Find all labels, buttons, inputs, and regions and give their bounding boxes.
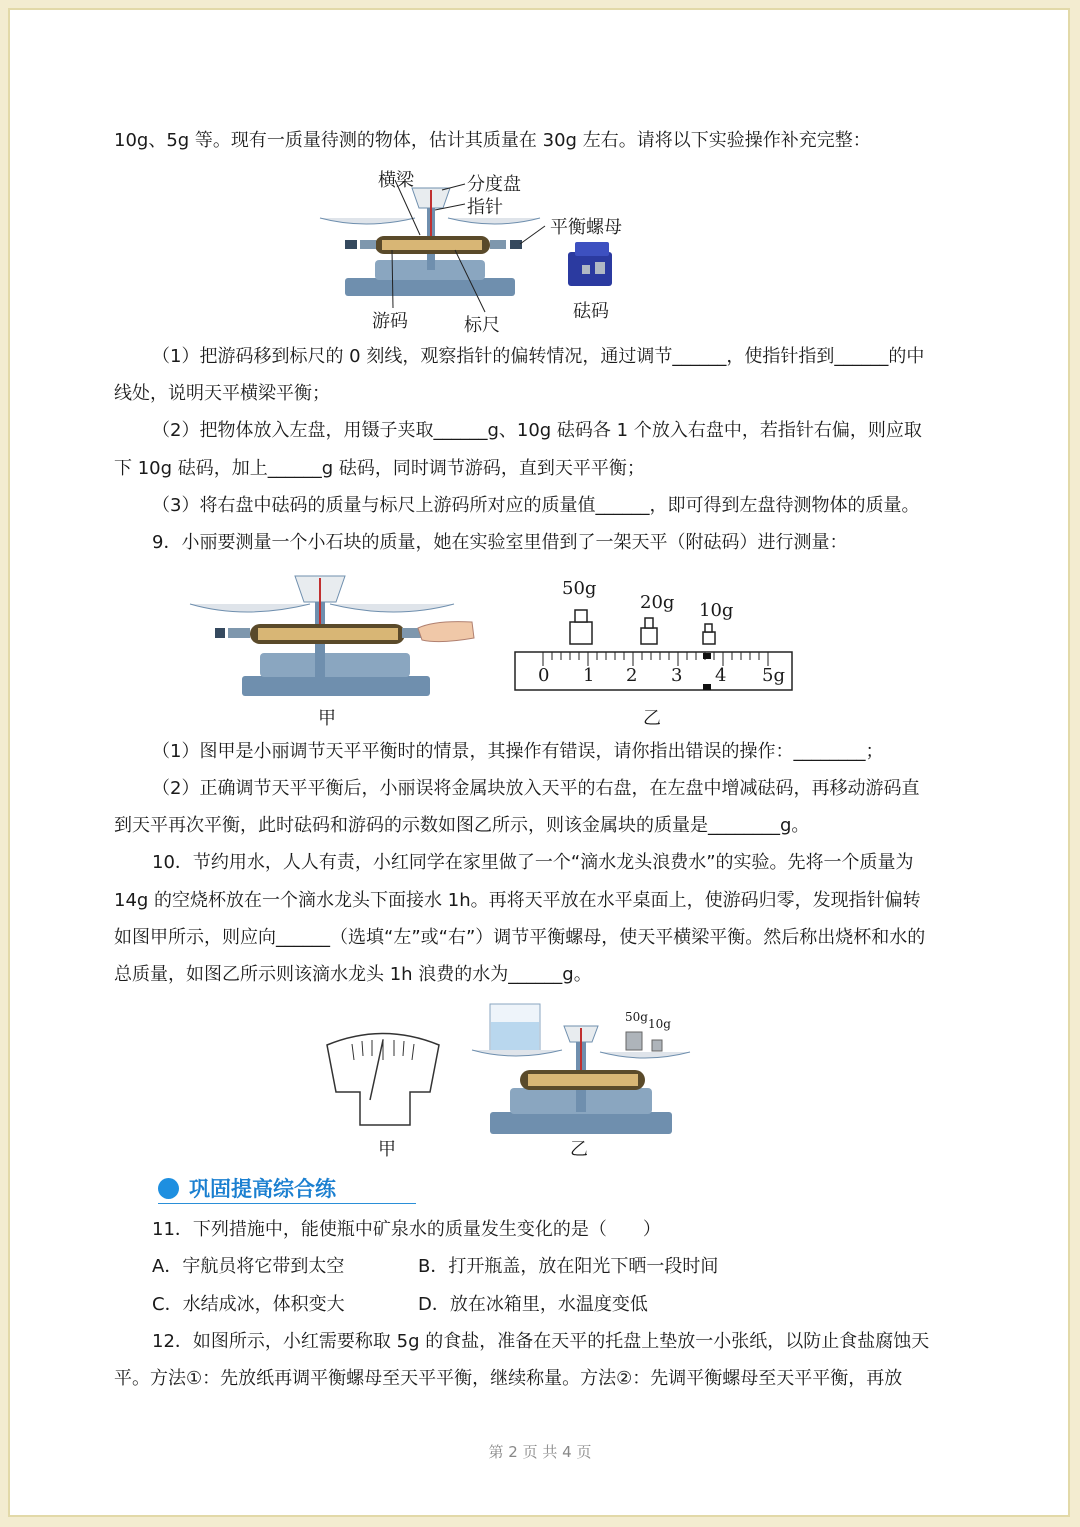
text-line: （3）将右盘中砝码的质量与标尺上游码所对应的质量值______，即可得到左盘待测物体的质量。	[152, 495, 920, 516]
text-line: 9．小丽要测量一个小石块的质量，她在实验室里借到了一架天平（附砝码）进行测量：	[152, 532, 848, 553]
caption-yi-2: 乙	[570, 1139, 588, 1160]
caption-jia-2: 甲	[378, 1139, 396, 1160]
option-c: C．水结成冰，体积变大	[152, 1294, 345, 1315]
tick-label: 1	[583, 665, 595, 686]
weight-10g-small: 10g	[648, 1017, 671, 1031]
tick-label: 5g	[762, 665, 785, 686]
option-b: B．打开瓶盖，放在阳光下晒一段时间	[418, 1256, 719, 1277]
caption-yi: 乙	[643, 708, 661, 729]
text-line: （1）图甲是小丽调节天平平衡时的情景，其操作有错误，请你指出错误的操作：________；	[152, 741, 884, 762]
section-heading	[158, 1173, 416, 1204]
weight-50g-small: 50g	[625, 1010, 648, 1024]
text-line: （2）正确调节天平平衡后，小丽误将金属块放入天平的右盘，在左盘中增减砝码，再移动游码直	[152, 778, 920, 799]
text-line: （1）把游码移到标尺的 0 刻线，观察指针的偏转情况，通过调节______，使指针指到______的中	[152, 346, 925, 367]
text-line: 如图甲所示，则应向______（选填“左”或“右”）调节平衡螺母，使天平横梁平衡。然后称出烧杯和水的	[114, 927, 926, 948]
label-pointer: 指针	[467, 197, 503, 218]
text-line: 下 10g 砝码，加上______g 砝码，同时调节游码，直到天平平衡；	[114, 458, 645, 479]
option-d: D．放在冰箱里，水温度变低	[418, 1294, 648, 1315]
label-nut: 平衡螺母	[550, 217, 622, 238]
figure-dial	[322, 1030, 444, 1130]
text-line: 14g 的空烧杯放在一个滴水龙头下面接水 1h。再将天平放在水平桌面上，使游码归零，发现指针偏转	[114, 890, 921, 911]
label-ruler: 标尺	[464, 315, 500, 336]
tick-label: 0	[538, 665, 550, 686]
tick-label: 3	[671, 665, 683, 686]
text-line: 到天平再次平衡，此时砝码和游码的示数如图乙所示，则该金属块的质量是________g。	[114, 815, 810, 836]
label-beam: 横梁	[378, 170, 414, 191]
tick-label: 4	[715, 665, 727, 686]
text-line: 10g、5g 等。现有一质量待测的物体，估计其质量在 30g 左右。请将以下实验操作补充完整：	[114, 130, 871, 151]
figure-weights-scale	[510, 600, 800, 695]
weight-10g: 10g	[699, 600, 734, 621]
caption-jia: 甲	[318, 708, 336, 729]
text-line: 平。方法①：先放纸再调平衡螺母至天平平衡，继续称量。方法②：先调平衡螺母至天平平衡，再放	[114, 1368, 903, 1389]
weight-50g: 50g	[562, 578, 597, 599]
text-line: 总质量，如图乙所示则该滴水龙头 1h 浪费的水为______g。	[114, 964, 592, 985]
figure-balance-hand	[190, 568, 480, 698]
label-dial: 分度盘	[467, 174, 521, 195]
page-footer: 第 2 页 共 4 页	[488, 1443, 592, 1461]
text-line: （2）把物体放入左盘，用镊子夹取______g、10g 砝码各 1 个放入右盘中，若指针右偏，则应取	[152, 420, 922, 441]
bullet-icon	[158, 1178, 179, 1199]
option-a: A．宇航员将它带到太空	[152, 1256, 345, 1277]
label-rider: 游码	[372, 311, 408, 332]
weight-20g: 20g	[640, 592, 675, 613]
text-line: 线处，说明天平横梁平衡；	[114, 383, 330, 404]
text-line: 10．节约用水，人人有责，小红同学在家里做了一个“滴水龙头浪费水”的实验。先将一个质量为	[152, 852, 914, 873]
text-line: 12．如图所示，小红需要称取 5g 的食盐，准备在天平的托盘上垫放一小张纸，以防止食盐腐蚀天	[152, 1331, 930, 1352]
text-line: 11．下列措施中，能使瓶中矿泉水的质量发生变化的是（ ）	[152, 1219, 661, 1240]
tick-label: 2	[626, 665, 638, 686]
section-title: 巩固提高综合练	[189, 1176, 336, 1201]
label-weights: 砝码	[573, 301, 609, 322]
